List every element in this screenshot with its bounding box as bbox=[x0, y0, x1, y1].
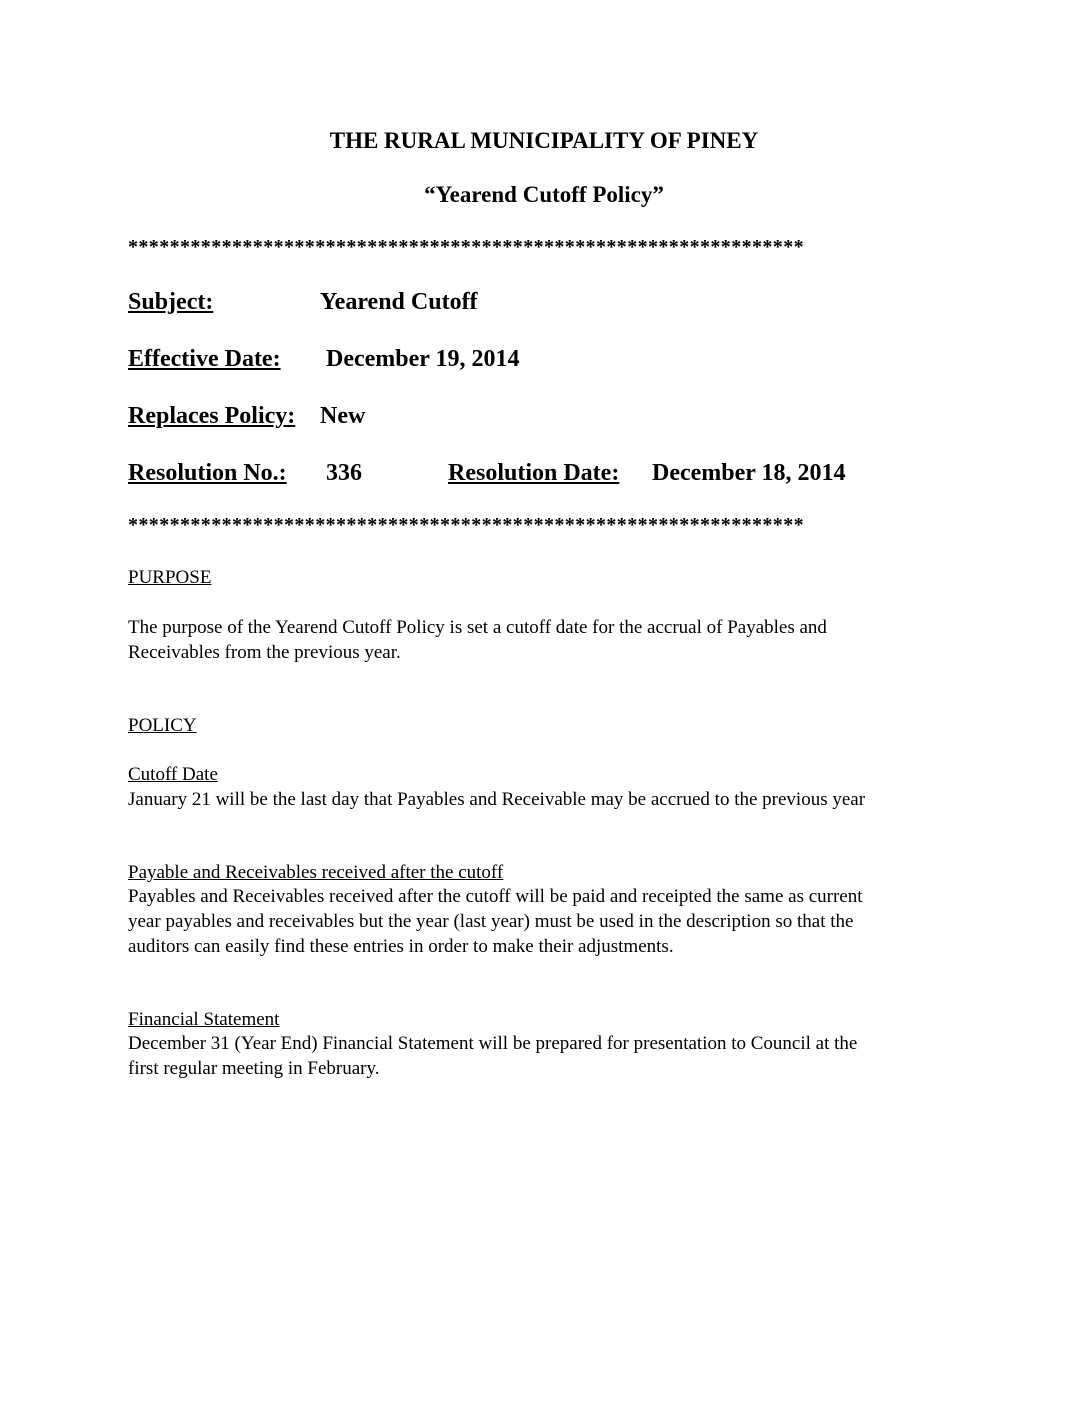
cutoff-date-line: January 21 will be the last day that Payables and Receivable may be accrued to the previous year bbox=[128, 789, 866, 810]
financial-statement-line: first regular meeting in February. bbox=[128, 1058, 380, 1079]
resolution-date-value: December 18, 2014 bbox=[652, 460, 846, 486]
financial-statement-line: December 31 (Year End) Financial Statement will be prepared for presentation to Council at the bbox=[128, 1033, 858, 1054]
subject-value: Yearend Cutoff bbox=[320, 289, 478, 315]
after-cutoff-heading: Payable and Receivables received after the cutoff bbox=[128, 862, 504, 883]
org-title: THE RURAL MUNICIPALITY OF PINEY bbox=[329, 128, 759, 153]
resolution-date-label: Resolution Date: bbox=[448, 460, 620, 486]
after-cutoff-line: auditors can easily find these entries in order to make their adjustments. bbox=[128, 936, 674, 957]
after-cutoff-line: year payables and receivables but the year (last year) must be used in the description so that the bbox=[128, 911, 854, 932]
subject-label: Subject: bbox=[128, 289, 214, 315]
resolution-no-value: 336 bbox=[326, 460, 362, 486]
replaces-policy-label: Replaces Policy: bbox=[128, 403, 296, 429]
replaces-policy-value: New bbox=[320, 403, 366, 429]
policy-heading: POLICY bbox=[128, 715, 197, 736]
divider-top: ***************************************************************** bbox=[128, 236, 804, 258]
financial-statement-heading: Financial Statement bbox=[128, 1009, 280, 1030]
cutoff-date-heading: Cutoff Date bbox=[128, 764, 218, 785]
after-cutoff-line: Payables and Receivables received after the cutoff will be paid and receipted the same as current bbox=[128, 886, 863, 907]
purpose-line: The purpose of the Yearend Cutoff Policy is set a cutoff date for the accrual of Payables and bbox=[128, 617, 827, 638]
divider-bottom: ***************************************************************** bbox=[128, 514, 804, 536]
effective-date-label: Effective Date: bbox=[128, 346, 281, 372]
policy-title: “Yearend Cutoff Policy” bbox=[424, 182, 664, 207]
purpose-line: Receivables from the previous year. bbox=[128, 642, 401, 663]
effective-date-value: December 19, 2014 bbox=[326, 346, 520, 372]
purpose-heading: PURPOSE bbox=[128, 567, 212, 588]
resolution-no-label: Resolution No.: bbox=[128, 460, 287, 486]
